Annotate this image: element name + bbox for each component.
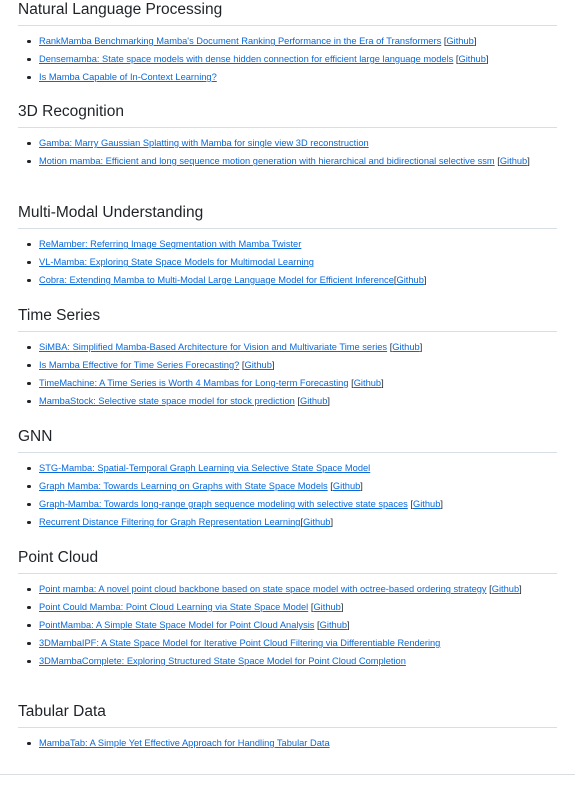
github-link[interactable]: Github xyxy=(244,360,272,370)
paper-link[interactable]: Motion mamba: Efficient and long sequence motion generation with hierarchical and bidirectional selective ssm xyxy=(39,156,495,166)
list-item xyxy=(39,256,557,269)
paper-link[interactable]: Cobra: Extending Mamba to Multi-Modal Large Language Model for Efficient Inference xyxy=(39,275,394,285)
list-item xyxy=(39,35,557,48)
paper-link[interactable]: 3DMambaIPF: A State Space Model for Iterative Point Cloud Filtering via Differentiable Rendering xyxy=(39,638,441,648)
section-heading: Multi-Modal Understanding xyxy=(18,203,557,229)
bracket-open: [ xyxy=(300,517,304,527)
paper-link[interactable]: VL-Mamba: Exploring State Space Models for Multimodal Learning xyxy=(39,257,314,267)
github-link[interactable]: Github xyxy=(299,396,328,406)
paper-link[interactable]: 3DMambaComplete: Exploring Structured State Space Model for Point Cloud Completion xyxy=(39,656,406,666)
section-5 xyxy=(18,548,557,673)
bracket-open: [ xyxy=(489,584,492,594)
bracket-close: ] xyxy=(327,396,330,406)
bracket-close: ] xyxy=(340,602,344,612)
bracket-close: ] xyxy=(423,275,427,285)
bracket-open: [ xyxy=(393,275,397,285)
paper-list xyxy=(18,35,557,84)
bracket-open: [ xyxy=(241,360,245,370)
list-item xyxy=(39,637,557,650)
list-item xyxy=(39,583,557,596)
paper-link[interactable]: Point Could Mamba: Point Cloud Learning via State Space Model xyxy=(39,602,309,612)
list-item xyxy=(39,498,557,511)
github-link[interactable]: Github xyxy=(491,584,520,594)
bracket-open: [ xyxy=(351,378,354,388)
paper-list xyxy=(18,583,557,668)
paper-link[interactable]: STG-Mamba: Spatial-Temporal Graph Learning via Selective State Space Model xyxy=(39,463,371,473)
list-item xyxy=(39,395,557,408)
paper-link[interactable]: Graph Mamba: Towards Learning on Graphs with State Space Models xyxy=(39,481,328,491)
list-item xyxy=(39,619,557,632)
bracket-open: [ xyxy=(317,620,320,630)
section-heading: GNN xyxy=(18,427,557,453)
paper-link[interactable]: Gamba: Marry Gaussian Splatting with Mamba for single view 3D reconstruction xyxy=(39,138,369,148)
github-link[interactable]: Github xyxy=(499,156,528,166)
list-item xyxy=(39,71,557,84)
bracket-open: [ xyxy=(410,499,413,509)
paper-link[interactable]: SiMBA: Simplified Mamba-Based Architecture for Vision and Multivariate Time series xyxy=(39,342,388,352)
github-link[interactable]: Github xyxy=(353,378,382,388)
paper-link[interactable]: Point mamba: A novel point cloud backbone based on state space model with octree-based ordering strategy xyxy=(39,584,487,594)
section-1 xyxy=(18,102,557,173)
section-list-wrap xyxy=(18,332,557,408)
section-heading: Natural Language Processing xyxy=(18,0,557,26)
list-item xyxy=(39,155,557,168)
list-item xyxy=(39,274,557,287)
section-list-wrap xyxy=(18,229,557,287)
section-2 xyxy=(18,203,557,292)
bracket-close: ] xyxy=(519,584,522,594)
bracket-close: ] xyxy=(485,54,489,64)
bracket-open: [ xyxy=(330,481,333,491)
github-link[interactable]: Github xyxy=(332,481,361,491)
bracket-open: [ xyxy=(389,342,393,352)
github-link[interactable]: Github xyxy=(313,602,341,612)
list-item xyxy=(39,601,557,614)
github-link[interactable]: Github xyxy=(392,342,420,352)
section-heading: 3D Recognition xyxy=(18,102,557,128)
section-0 xyxy=(18,0,557,89)
paper-link[interactable]: Densemamba: State space models with dense hidden connection for efficient large language models xyxy=(39,54,454,64)
paper-list xyxy=(18,137,557,168)
github-link[interactable]: Github xyxy=(303,517,331,527)
paper-link[interactable]: Graph-Mamba: Towards long-range graph sequence modeling with selective state spaces xyxy=(39,499,408,509)
paper-link[interactable]: TimeMachine: A Time Series is Worth 4 Mambas for Long-term Forecasting xyxy=(39,378,349,388)
section-3 xyxy=(18,306,557,413)
list-item xyxy=(39,480,557,493)
section-list-wrap xyxy=(18,574,557,668)
paper-list xyxy=(18,341,557,408)
list-item xyxy=(39,137,557,150)
bracket-close: ] xyxy=(360,481,363,491)
section-heading: Point Cloud xyxy=(18,548,557,574)
list-item xyxy=(39,238,557,251)
paper-link[interactable]: RankMamba Benchmarking Mamba's Document Ranking Performance in the Era of Transformers xyxy=(39,36,442,46)
bracket-open: [ xyxy=(497,156,500,166)
bracket-close: ] xyxy=(271,360,275,370)
list-item xyxy=(39,359,557,372)
github-link[interactable]: Github xyxy=(446,36,474,46)
paper-link[interactable]: MambaTab: A Simple Yet Effective Approach for Handling Tabular Data xyxy=(39,738,330,748)
section-6 xyxy=(18,702,557,755)
section-heading: Time Series xyxy=(18,306,557,332)
bracket-close: ] xyxy=(527,156,530,166)
list-item xyxy=(39,462,557,475)
list-item xyxy=(39,377,557,390)
section-heading: Tabular Data xyxy=(18,702,557,728)
paper-list xyxy=(18,737,557,750)
paper-link[interactable]: Is Mamba Capable of In-Context Learning? xyxy=(39,72,217,82)
bracket-open: [ xyxy=(455,54,459,64)
bracket-close: ] xyxy=(473,36,477,46)
bracket-open: [ xyxy=(297,396,300,406)
section-list-wrap xyxy=(18,728,557,750)
paper-link[interactable]: Recurrent Distance Filtering for Graph Representation Learning xyxy=(39,517,301,527)
bracket-close: ] xyxy=(419,342,423,352)
bracket-close: ] xyxy=(347,620,350,630)
paper-link[interactable]: Is Mamba Effective for Time Series Forecasting? xyxy=(39,360,240,370)
bracket-close: ] xyxy=(381,378,384,388)
section-4 xyxy=(18,427,557,534)
bracket-open: [ xyxy=(443,36,447,46)
paper-list xyxy=(18,238,557,287)
paper-list xyxy=(18,462,557,529)
section-list-wrap xyxy=(18,453,557,529)
bracket-close: ] xyxy=(440,499,443,509)
github-link[interactable]: Github xyxy=(413,499,441,509)
github-link[interactable]: Github xyxy=(319,620,348,630)
list-item xyxy=(39,655,557,668)
list-item xyxy=(39,516,557,529)
bottom-divider xyxy=(0,774,575,775)
section-list-wrap xyxy=(18,128,557,168)
github-link[interactable]: Github xyxy=(396,275,424,285)
list-item xyxy=(39,737,557,750)
list-item xyxy=(39,53,557,66)
bracket-close: ] xyxy=(330,517,334,527)
github-link[interactable]: Github xyxy=(458,54,486,64)
list-item xyxy=(39,341,557,354)
paper-link[interactable]: PointMamba: A Simple State Space Model for Point Cloud Analysis xyxy=(39,620,315,630)
section-list-wrap xyxy=(18,26,557,84)
paper-link[interactable]: MambaStock: Selective state space model for stock prediction xyxy=(39,396,295,406)
bracket-open: [ xyxy=(310,602,314,612)
paper-link[interactable]: ReMamber: Referring Image Segmentation with Mamba Twister xyxy=(39,239,302,249)
